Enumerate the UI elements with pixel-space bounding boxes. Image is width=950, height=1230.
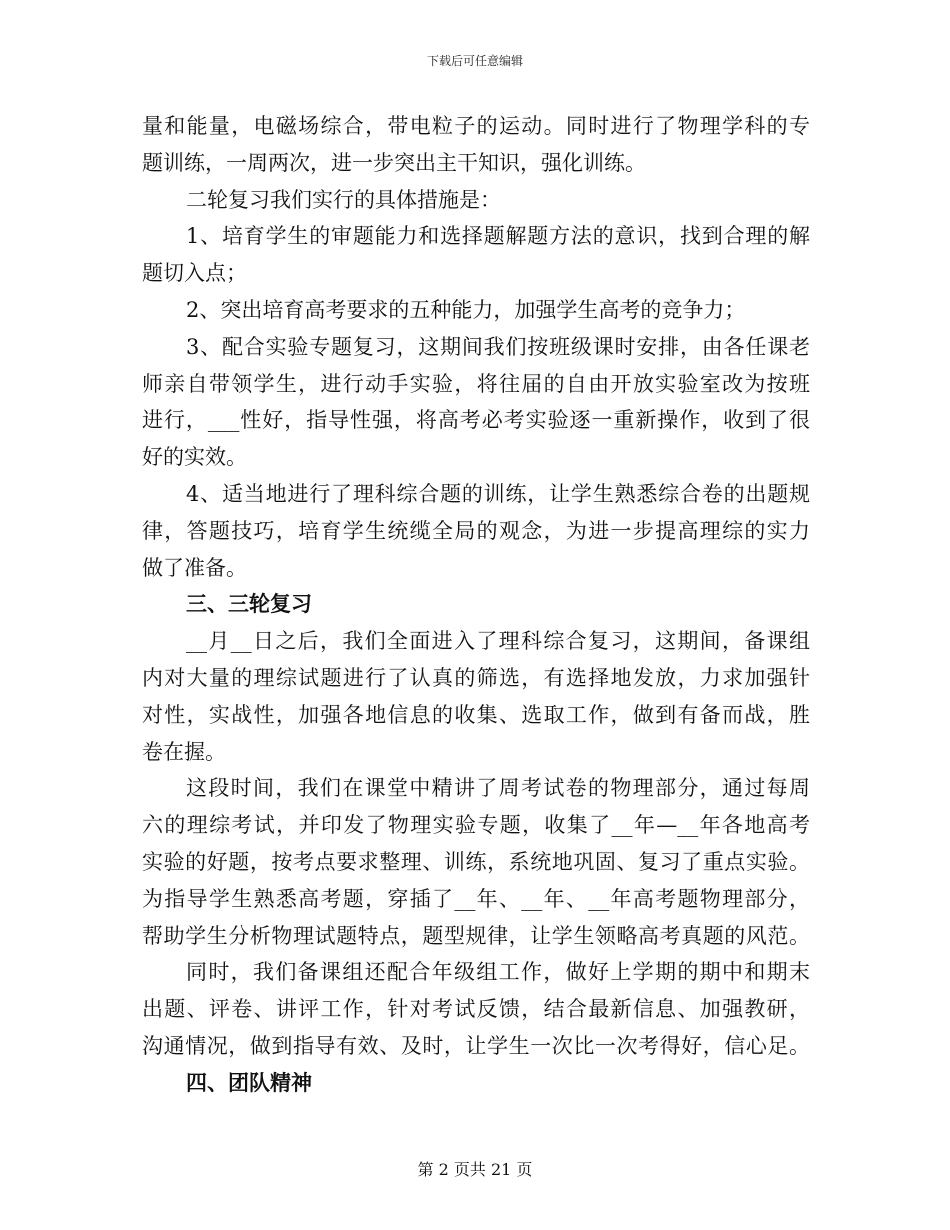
page-footer: 第 2 页共 21 页: [417, 1160, 533, 1179]
paragraph-line: 内对大量的理综试题进行了认真的筛选，有选择地发放，力求加强针: [142, 665, 810, 690]
paragraph-line: 实验的好题，按考点要求整理、训练，系统地巩固、复习了重点实验。: [142, 849, 810, 874]
paragraph-line: 4、适当地进行了理科综合题的训练，让学生熟悉综合卷的出题规: [186, 481, 810, 506]
section-heading: 三、三轮复习: [186, 591, 312, 617]
paragraph-line: 1、培育学生的审题能力和选择题解题方法的意识，找到合理的解: [186, 224, 810, 249]
paragraph-line: 为指导学生熟悉高考题，穿插了__年、__年、__年高考题物理部分，: [142, 886, 810, 911]
paragraph-line: 师亲自带领学生，进行动手实验，将往届的自由开放实验室改为按班: [142, 371, 810, 396]
paragraph-line: 六的理综考试，并印发了物理实验专题，收集了__年—__年各地高考: [142, 813, 810, 838]
paragraph-line: 进行，___性好，指导性强，将高考必考实验逐一重新操作，收到了很: [142, 408, 810, 433]
paragraph-line: 二轮复习我们实行的具体措施是：: [186, 187, 501, 212]
paragraph-line: __月__日之后，我们全面进入了理科综合复习，这期间，备课组: [186, 629, 810, 654]
paragraph-line: 题训练，一周两次，进一步突出主干知识，强化训练。: [142, 150, 646, 175]
paragraph-line: 题切入点；: [142, 261, 247, 286]
paragraph-line: 卷在握。: [142, 739, 226, 764]
paragraph-line: 2、突出培育高考要求的五种能力，加强学生高考的竞争力；: [186, 297, 746, 322]
paragraph-line: 3、配合实验专题复习，这期间我们按班级课时安排，由各任课老: [186, 334, 810, 359]
paragraph-line: 这段时间，我们在课堂中精讲了周考试卷的物理部分，通过每周: [186, 776, 810, 801]
document-body: [142, 108, 810, 1102]
paragraph-line: 出题、评卷、讲评工作，针对考试反馈，结合最新信息、加强教研，: [142, 997, 810, 1022]
page-header: 下载后可任意编辑: [426, 54, 523, 68]
section-heading: 四、团队精神: [186, 1069, 312, 1095]
paragraph-line: 好的实效。: [142, 445, 247, 470]
paragraph-line: 同时，我们备课组还配合年级组工作，做好上学期的期中和期末: [186, 960, 810, 985]
paragraph-line: 量和能量，电磁场综合，带电粒子的运动。同时进行了物理学科的专: [142, 114, 810, 138]
paragraph-line: 沟通情况，做到指导有效、及时，让学生一次比一次考得好，信心足。: [142, 1033, 810, 1058]
paragraph-line: 帮助学生分析物理试题特点，题型规律，让学生领略高考真题的风范。: [142, 923, 810, 948]
paragraph-line: 律，答题技巧，培育学生统缆全局的观念，为进一步提高理综的实力: [142, 518, 810, 543]
paragraph-line: 做了准备。: [142, 555, 247, 580]
paragraph-line: 对性，实战性，加强各地信息的收集、选取工作，做到有备而战，胜: [142, 702, 810, 727]
